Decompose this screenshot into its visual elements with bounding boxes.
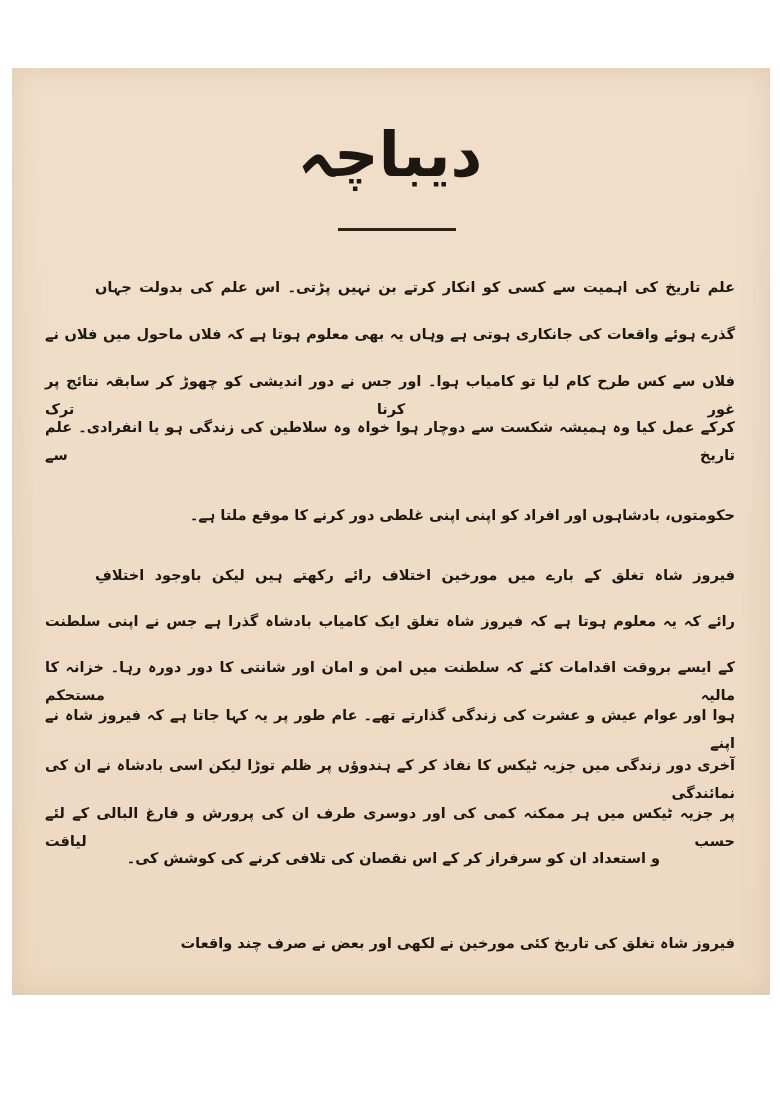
text-line: کے ایسے بروقت اقدامات کئے کہ سلطنت میں امن و امان اور شانتی کا دور دورہ رہا۔ خزانہ کا مالیہ مستحکم xyxy=(45,660,735,704)
text-line: فلاں سے کس طرح کام لیا تو کامیاب ہوا۔ اور جس نے دور اندیشی کو چھوڑ کر سابقہ نتائج پر غور کرنا ترک xyxy=(45,374,735,418)
text-line: و استعداد ان کو سرفراز کر کے اس نقصان کی تلافی کرنے کی کوشش کی۔ xyxy=(126,851,660,867)
text-line: علم تاریخ کی اہمیت سے کسی کو انکار کرتے بن نہیں پڑتی۔ اس علم کی بدولت جہاں xyxy=(95,280,735,296)
text-line: فیروز شاہ تغلق کے بارے میں مورخین اختلاف رائے رکھتے ہیں لیکن باوجود اختلافِ xyxy=(95,568,735,584)
text-line: رائے کہ یہ معلوم ہوتا ہے کہ فیروز شاہ تغلق ایک کامیاب بادشاہ گذرا ہے جس نے اپنی سلطنت xyxy=(45,614,735,630)
page-title: دیباچہ xyxy=(297,118,483,191)
text-line: کرکے عمل کیا وہ ہمیشہ شکست سے دوچار ہوا خواہ وہ سلاطین کی زندگی ہو یا انفرادی۔ علم تاریخ سے xyxy=(45,420,735,464)
text-line: فیروز شاہ تغلق کی تاریخ کئی مورخین نے لکھی اور بعض نے صرف چند واقعات xyxy=(180,936,735,952)
text-line: حکومتوں، بادشاہوں اور افراد کو اپنی اپنی غلطی دور کرنے کا موقع ملتا ہے۔ xyxy=(189,508,735,524)
text-line: پر جزیہ ٹیکس میں ہر ممکنہ کمی کی اور دوسری طرف ان کی پرورش و فارغ البالی کے لئے حسب لیاقت xyxy=(45,806,735,850)
text-line: آخری دور زندگی میں جزیہ ٹیکس کا نفاذ کر کے ہندوؤں پر ظلم توڑا لیکن اسی بادشاہ نے ان کی نمائندگی xyxy=(45,758,735,802)
text-line: گذرے ہوئے واقعات کی جانکاری ہوتی ہے وہاں یہ بھی معلوم ہوتا ہے کہ فلاں ماحول میں فلاں نے xyxy=(45,327,735,343)
title-underline xyxy=(338,228,456,231)
text-line: ہوا اور عوام عیش و عشرت کی زندگی گذارتے تھے۔ عام طور پر یہ کہا جاتا ہے کہ فیروز شاہ نے اپنے xyxy=(45,708,735,752)
